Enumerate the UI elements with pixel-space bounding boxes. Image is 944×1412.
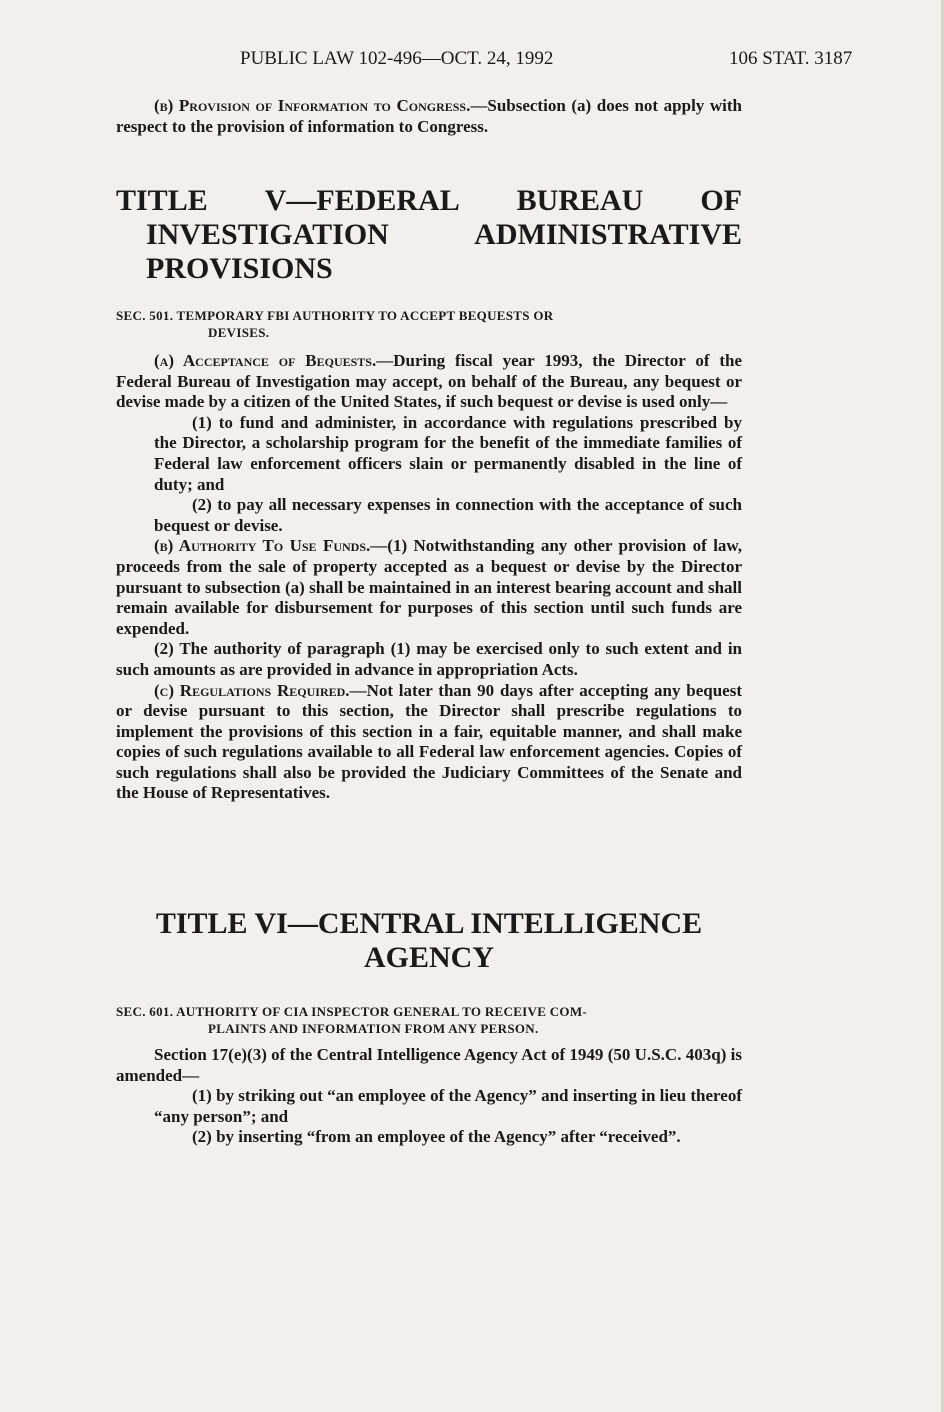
sec-601-heading-line-2: PLAINTS AND INFORMATION FROM ANY PERSON. bbox=[208, 1021, 539, 1036]
title-v-word-3: BUREAU bbox=[516, 184, 644, 217]
sec-501-c bbox=[116, 681, 742, 805]
title-vi-heading bbox=[116, 907, 742, 975]
sec-501-b bbox=[116, 536, 742, 639]
sec-501-heading-line-1: SEC. 501. TEMPORARY FBI AUTHORITY TO ACCEPT BEQUESTS OR bbox=[116, 308, 554, 323]
sec-601-item-2: (2) by inserting “from an employee of the Agency” after “received”. bbox=[192, 1127, 681, 1147]
sec-501-a-text: —During fiscal year 1993, the Director of the Federal Bureau of Investigation may accept, on behalf of the Bureau, any bequest or devise made by a citizen of the United States, if such bequest or devise is used only— bbox=[116, 351, 742, 412]
title-v-word-1: TITLE bbox=[116, 184, 208, 217]
sec-501-a bbox=[116, 351, 742, 413]
header-title: PUBLIC LAW 102-496—OCT. 24, 1992 bbox=[240, 48, 554, 69]
sec-501-a2: (2) to pay all necessary expenses in connection with the acceptance of such bequest or devise. bbox=[154, 495, 742, 535]
sec-501-a-label: (a) Acceptance of Bequests. bbox=[154, 351, 377, 370]
sec-501-c-label: (c) Regulations Required. bbox=[154, 680, 350, 700]
sec-601-heading-line-1: SEC. 601. AUTHORITY OF CIA INSPECTOR GENERAL TO RECEIVE COM- bbox=[116, 1004, 588, 1019]
sec-501-b-text: —(1) Notwithstanding any other provision of law, proceeds from the sale of property accepted as a bequest or devise by the Director pursuant to subsection (a) shall be maintained in an interest bearing account and shall remain available for disbursement for purposes of this section until such funds are expended. bbox=[116, 536, 743, 638]
sec-501-a1: (1) to fund and administer, in accordance with regulations prescribed by the Director, a scholarship program for the benefit of the immediate families of Federal law enforcement officers slain or permanently disabled in the line of duty; and bbox=[154, 412, 742, 494]
sec-501-b-label: (b) Authority To Use Funds. bbox=[154, 536, 371, 556]
title-v-word-5: INVESTIGATION bbox=[146, 218, 389, 251]
section-501 bbox=[116, 307, 742, 804]
sec-601-text: Section 17(e)(3) of the Central Intelligence Agency Act of 1949 (50 U.S.C. 403q) is amended— bbox=[116, 1045, 742, 1085]
title-v-word-7: PROVISIONS bbox=[146, 252, 333, 285]
sec-601-heading bbox=[116, 1003, 742, 1037]
title-v-word-4: OF bbox=[700, 184, 742, 217]
title-vi-line-1: TITLE VI—CENTRAL INTELLIGENCE bbox=[155, 907, 703, 940]
sec-501-b2: (2) The authority of paragraph (1) may be exercised only to such extent and in such amounts as are provided in advance in appropriation Acts. bbox=[116, 639, 742, 679]
header-stat-page: 106 STAT. 3187 bbox=[729, 48, 853, 69]
sec-501-heading-line-2: DEVISES. bbox=[208, 325, 270, 340]
sec-501-c-text: —Not later than 90 days after accepting any bequest or devise pursuant to this section, the Director shall prescribe regulations to implement the provisions of this section in a fair, equitable manner, and shall make copies of such regulations available to all Federal law enforcement agencies. Copies of such regulations shall also be provided the Judiciary Committees of the Senate and the House of Representatives. bbox=[116, 680, 743, 803]
intro-paragraph bbox=[116, 96, 742, 137]
running-header bbox=[0, 48, 944, 74]
section-601 bbox=[116, 1003, 742, 1148]
intro-heading: (b) Provision of Information to Congress. bbox=[154, 96, 471, 115]
title-v-word-2: V—FEDERAL bbox=[264, 184, 460, 217]
title-v-heading bbox=[116, 184, 742, 286]
sec-501-heading bbox=[116, 307, 742, 341]
intro-text: —Subsection (a) does not apply with respect to the provision of information to Congress. bbox=[116, 96, 742, 136]
sec-601-item-1: (1) by striking out “an employee of the Agency” and inserting in lieu thereof “any person”; and bbox=[154, 1086, 742, 1126]
title-vi-line-2: AGENCY bbox=[363, 941, 494, 974]
title-v-word-6: ADMINISTRATIVE bbox=[474, 218, 742, 251]
